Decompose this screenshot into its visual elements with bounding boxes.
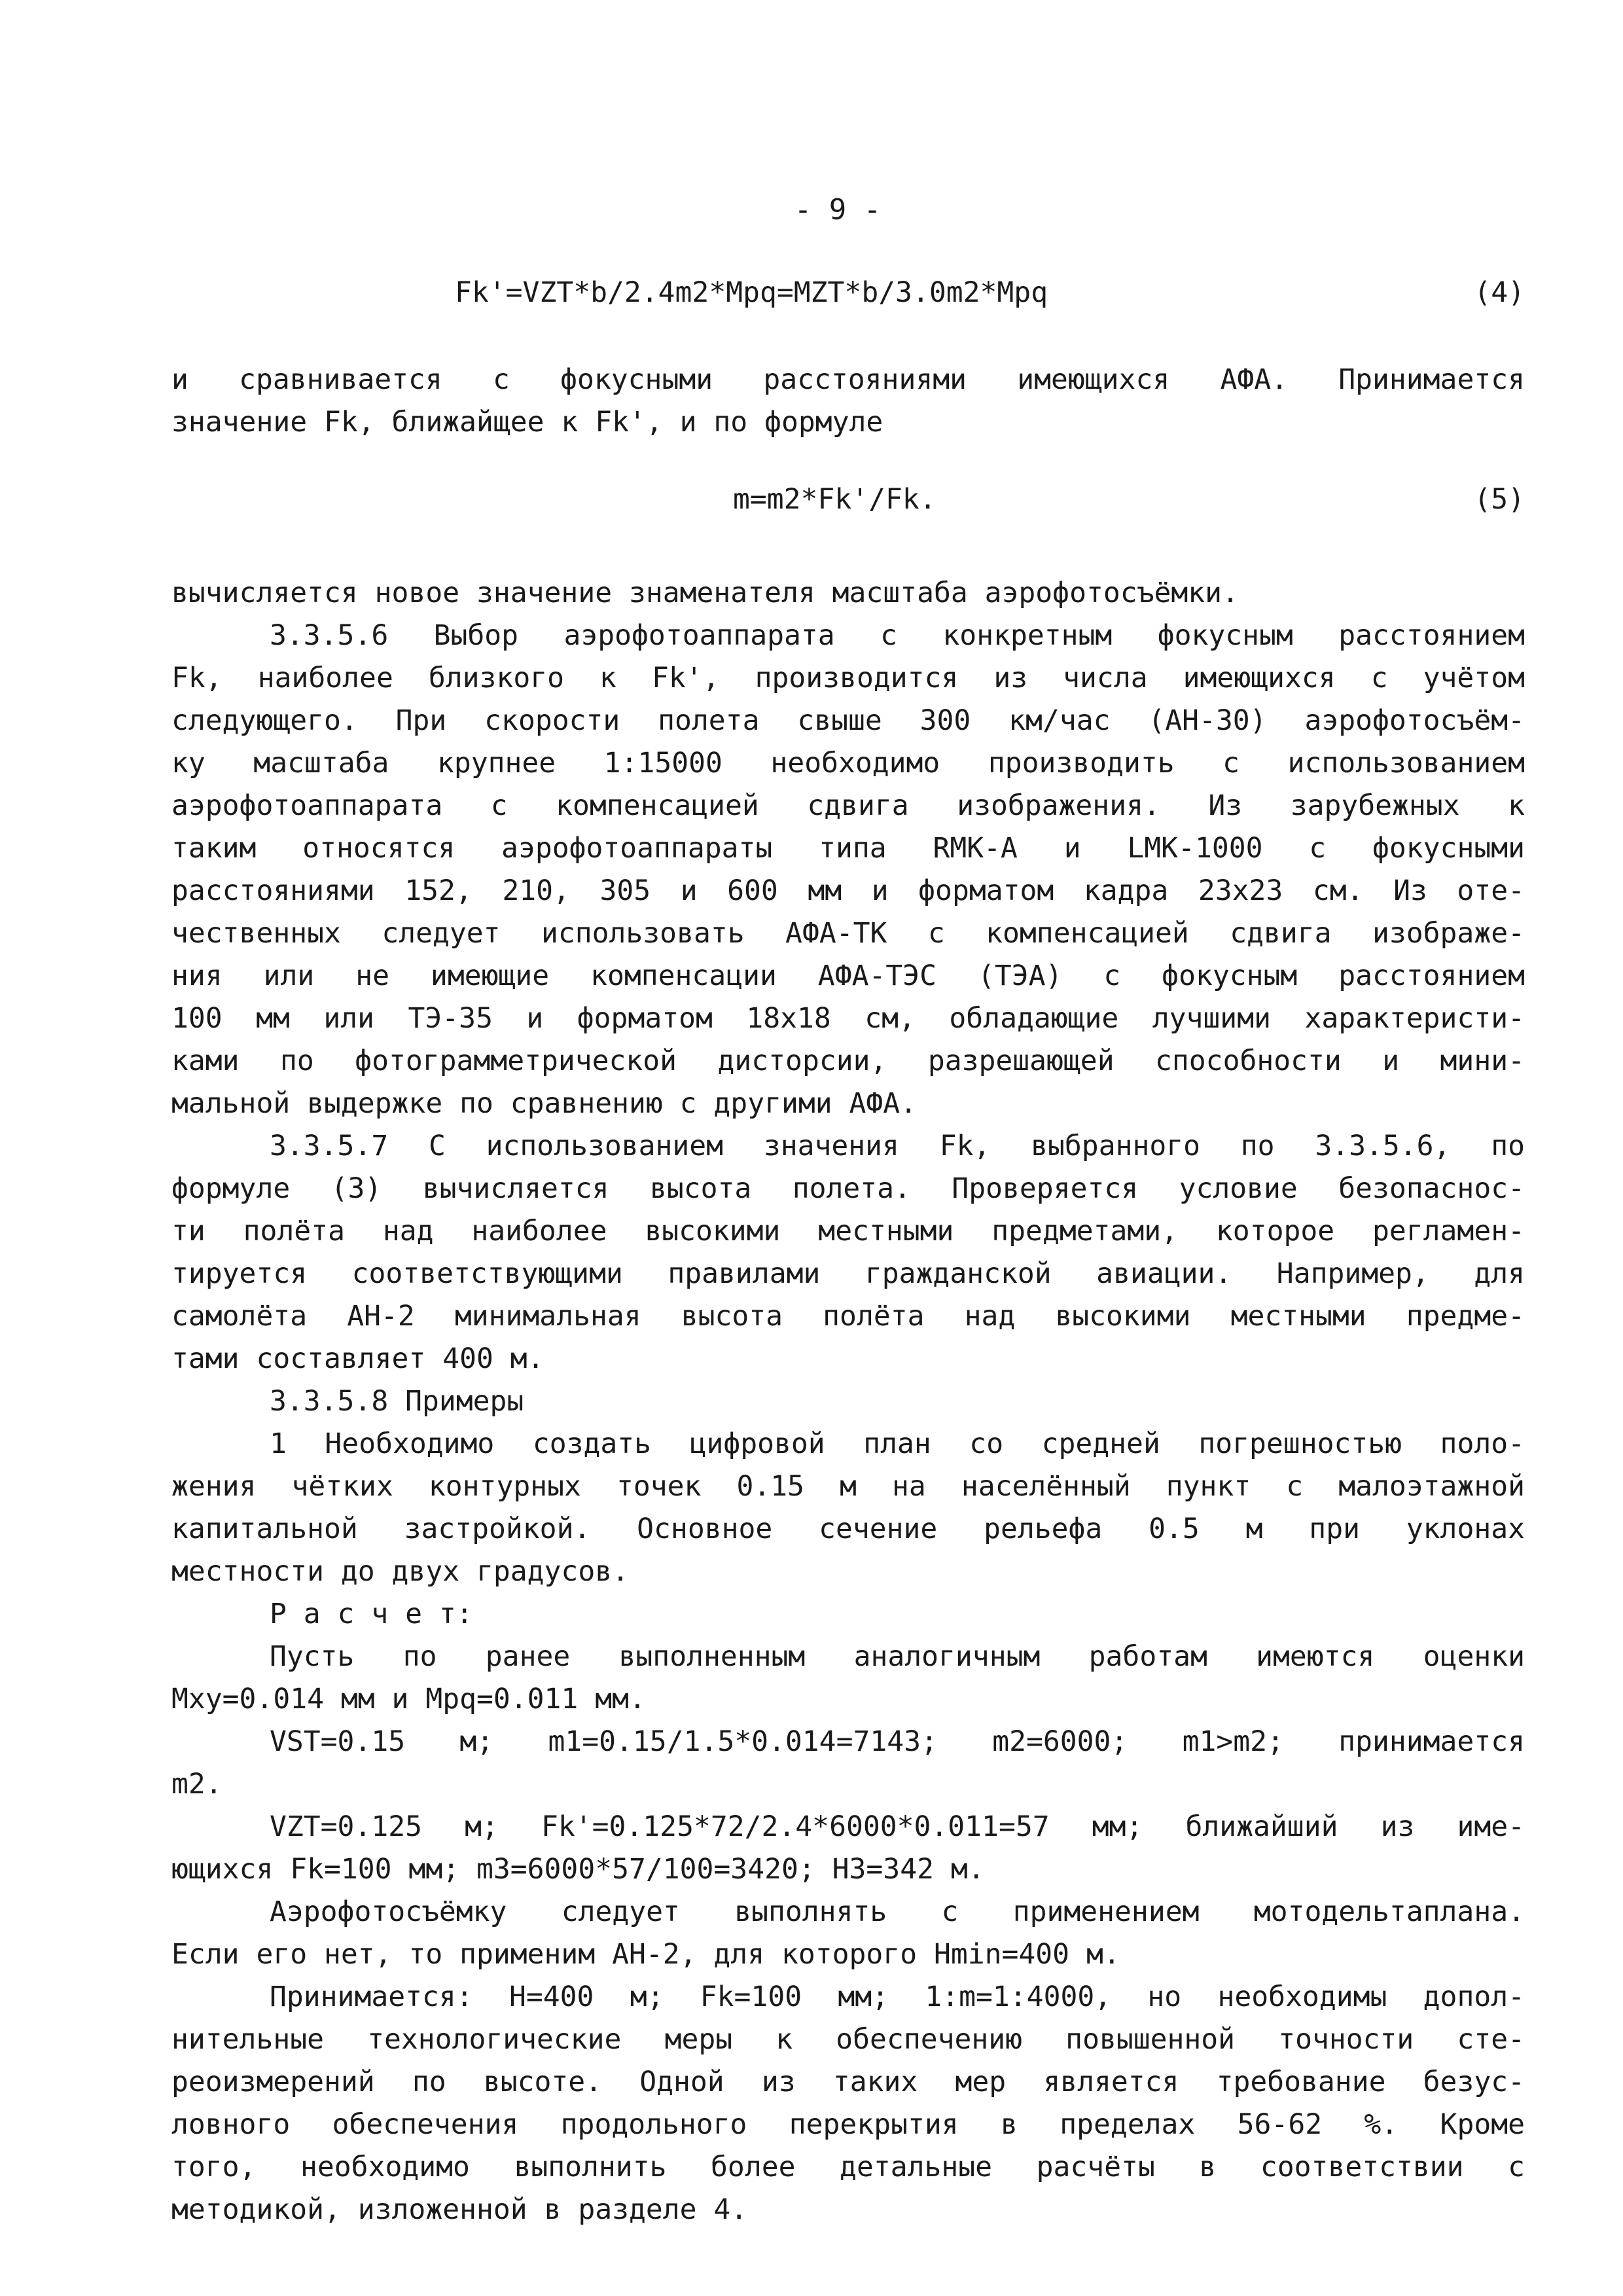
text-line: ку масштаба крупнее 1:15000 необходимо производить с использованием (171, 747, 1525, 780)
text-line: расстояниями 152, 210, 305 и 600 мм и форматом кадра 23х23 см. Из оте- (171, 874, 1525, 907)
formula-4 (164, 276, 1525, 315)
section-3-3-5-6 (171, 615, 1525, 1125)
text-line: Fk, наиболее близкого к Fk', производится из числа имеющихся с учётом (171, 662, 1525, 694)
text-line: Принимается: H=400 м; Fk=100 мм; 1:m=1:4000, но необходимы допол- (270, 1981, 1525, 2013)
text-line: ками по фотограмметрической дисторсии, разрешающей способности и мини- (171, 1045, 1525, 1077)
formula-5-number: (5) (1474, 483, 1525, 516)
page-number: - 9 - (794, 193, 882, 226)
formula-5-text: m=m2*Fk'/Fk. (733, 483, 936, 516)
text-line: таким относятся аэрофотоаппараты типа RMK-A и LMK-1000 с фокусными (171, 832, 1525, 865)
calculation-3 (171, 1806, 1525, 1891)
text-line: нительные технологические меры к обеспечению повышенной точности сте- (171, 2023, 1525, 2056)
paragraph-2 (171, 572, 1525, 615)
text-line: чественных следует использовать АФА-ТК с компенсацией сдвига изображе- (171, 917, 1525, 950)
text-line: ловного обеспечения продольного перекрытия в пределах 56-62 %. Кроме (171, 2108, 1525, 2141)
text-line: Аэрофотосъёмку следует выполнять с применением мотодельтаплана. (270, 1895, 1525, 1928)
text-line: капитальной застройкой. Основное сечение рельефа 0.5 м при уклонах (171, 1513, 1525, 1545)
text-line: значение Fk, ближайщее к Fk', и по формуле (171, 406, 883, 439)
text-line: Пусть по ранее выполненным аналогичным работам имеются оценки (270, 1640, 1525, 1673)
paragraph-1 (171, 359, 1525, 444)
formula-4-text: Fk'=VZT*b/2.4m2*Mpq=MZT*b/3.0m2*Mpq (455, 276, 1048, 309)
text-line: ния или не имеющие компенсации АФА-ТЭС (ТЭА) с фокусным расстоянием (171, 960, 1525, 992)
calculation-title (171, 1593, 1525, 1636)
calculation-1 (171, 1636, 1525, 1721)
text-line: VST=0.15 м; m1=0.15/1.5*0.014=7143; m2=6000; m1>m2; принимается (270, 1725, 1525, 1758)
text-line: Mxy=0.014 мм и Mpq=0.011 мм. (171, 1683, 646, 1715)
calculation-4 (171, 1891, 1525, 1976)
text-line: местности до двух градусов. (171, 1555, 629, 1588)
text-line: Если его нет, то применим АН-2, для которого Hmin=400 м. (171, 1938, 1120, 1971)
formula-5 (164, 483, 1525, 522)
text-line: реоизмерений по высоте. Одной из таких мер является требование безус- (171, 2066, 1525, 2098)
text-line: жения чётких контурных точек 0.15 м на населённый пункт с малоэтажной (171, 1470, 1525, 1503)
text-line: 100 мм или ТЭ-35 и форматом 18х18 см, обладающие лучшими характеристи- (171, 1002, 1525, 1035)
text-line: m2. (171, 1768, 223, 1801)
formula-4-number: (4) (1474, 276, 1525, 309)
text-line: ти полёта над наиболее высокими местными предметами, которое регламен- (171, 1215, 1525, 1247)
text-line: VZT=0.125 м; Fk'=0.125*72/2.4*6000*0.011=57 мм; ближайший из име- (270, 1810, 1525, 1843)
text-line: формуле (3) вычисляется высота полета. Проверяется условие безопаснос- (171, 1172, 1525, 1205)
section-3-3-5-8-title (171, 1380, 1525, 1423)
calculation-2 (171, 1721, 1525, 1806)
text-line: и сравнивается с фокусными расстояниями имеющихся АФА. Принимается (171, 363, 1525, 396)
section-3-3-5-7 (171, 1125, 1525, 1380)
text-line: вычисляется новое значение знаменателя масштаба аэрофотосъёмки. (171, 577, 1239, 609)
calc-heading: Р а с ч е т: (270, 1598, 473, 1630)
text-line: тами составляет 400 м. (171, 1342, 544, 1375)
text-line: мальной выдержке по сравнению с другими АФА. (171, 1087, 918, 1120)
calculation-5 (171, 1976, 1525, 2231)
text-line: самолёта АН-2 минимальная высота полёта над высокими местными предме- (171, 1300, 1525, 1333)
text-line: ющихся Fk=100 мм; m3=6000*57/100=3420; H3=342 м. (171, 1853, 985, 1886)
text-line: методикой, изложенной в разделе 4. (171, 2193, 748, 2226)
text-line: 3.3.5.7 С использованием значения Fk, выбранного по 3.3.5.6, по (270, 1130, 1525, 1162)
text-line: того, необходимо выполнить более детальные расчёты в соответствии с (171, 2151, 1525, 2183)
text-line: 3.3.5.6 Выбор аэрофотоаппарата с конкретным фокусным расстоянием (270, 619, 1525, 652)
text-line: 1 Необходимо создать цифровой план со средней погрешностью поло- (270, 1427, 1525, 1460)
section-title: 3.3.5.8 Примеры (270, 1385, 524, 1418)
text-line: тируется соответствующими правилами гражданской авиации. Например, для (171, 1257, 1525, 1290)
example-1 (171, 1423, 1525, 1593)
text-line: аэрофотоаппарата с компенсацией сдвига изображения. Из зарубежных к (171, 789, 1525, 822)
text-line: следующего. При скорости полета свыше 300 км/час (АН-30) аэрофотосъём- (171, 704, 1525, 737)
